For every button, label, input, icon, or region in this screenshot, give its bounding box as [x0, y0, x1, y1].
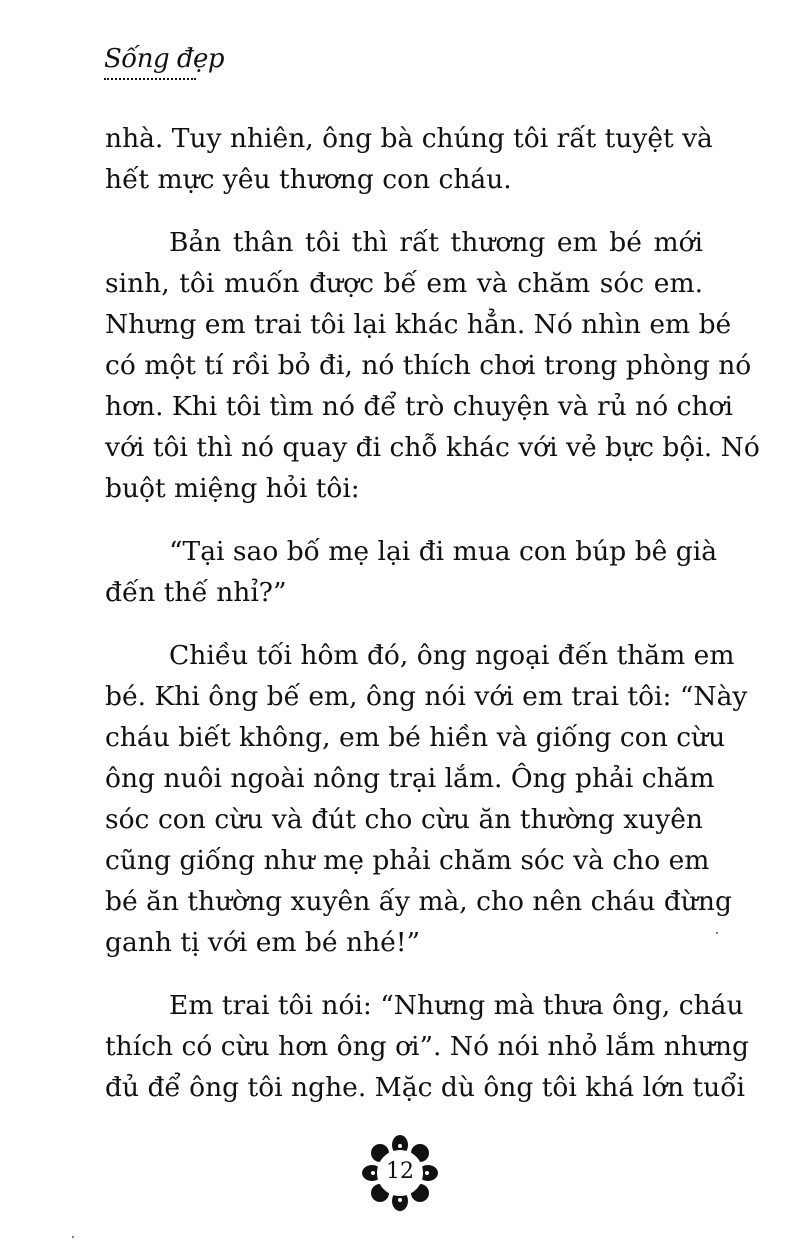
body-text: [105, 118, 760, 1108]
text-line: bé ăn thường xuyên ấy mà, cho nên cháu đừng: [105, 886, 732, 917]
header-title: Sống đẹp: [104, 44, 225, 74]
text-line: bé. Khi ông bế em, ông nói với em trai tôi: “Này: [105, 681, 748, 712]
text-line: buột miệng hỏi tôi:: [105, 473, 360, 504]
text-line: ông nuôi ngoài nông trại lắm. Ông phải chăm: [105, 763, 715, 794]
paragraph: [105, 635, 748, 963]
text-line: hơn. Khi tôi tìm nó để trò chuyện và rủ nó chơi: [105, 391, 733, 422]
running-header: [104, 44, 224, 80]
text-line: cũng giống như mẹ phải chăm sóc và cho em: [105, 845, 710, 876]
text-line: cháu biết không, em bé hiền và giống con cừu: [105, 722, 726, 753]
text-line: ganh tị với em bé nhé!”: [105, 927, 421, 958]
text-line: Nhưng em trai tôi lại khác hẳn. Nó nhìn em bé: [105, 309, 732, 340]
paragraph: [105, 531, 717, 613]
page-number: 12: [386, 1159, 414, 1184]
text-line: Chiều tối hôm đó, ông ngoại đến thăm em: [169, 640, 735, 671]
text-line: có một tí rồi bỏ đi, nó thích chơi trong phòng nó: [105, 350, 752, 381]
text-line: Em trai tôi nói: “Nhưng mà thưa ông, cháu: [169, 990, 744, 1021]
text-line: đủ để ông tôi nghe. Mặc dù ông tôi khá lớn tuổi: [105, 1072, 745, 1103]
text-line: nhà. Tuy nhiên, ông bà chúng tôi rất tuyệt và: [105, 123, 713, 154]
text-line: “Tại sao bố mẹ lại đi mua con búp bê già: [169, 536, 717, 567]
text-line: sinh, tôi muốn được bế em và chăm sóc em.: [105, 268, 703, 299]
text-line: đến thế nhỉ?”: [105, 577, 287, 608]
paragraph: [105, 118, 713, 200]
paragraph: [105, 985, 749, 1108]
text-line: thích có cừu hơn ông ơi”. Nó nói nhỏ lắm nhưng: [105, 1031, 749, 1062]
page-number-ornament: [360, 1133, 440, 1213]
print-speck: [72, 1236, 74, 1238]
text-line: hết mực yêu thương con cháu.: [105, 164, 512, 195]
print-speck: [716, 932, 718, 934]
header-dotted-rule: [104, 78, 196, 80]
text-line: Bản thân tôi thì rất thương em bé mới: [169, 227, 703, 258]
text-line: với tôi thì nó quay đi chỗ khác với vẻ bực bội. Nó: [105, 432, 760, 463]
paragraph: [105, 222, 760, 509]
text-line: sóc con cừu và đút cho cừu ăn thường xuyên: [105, 804, 703, 835]
